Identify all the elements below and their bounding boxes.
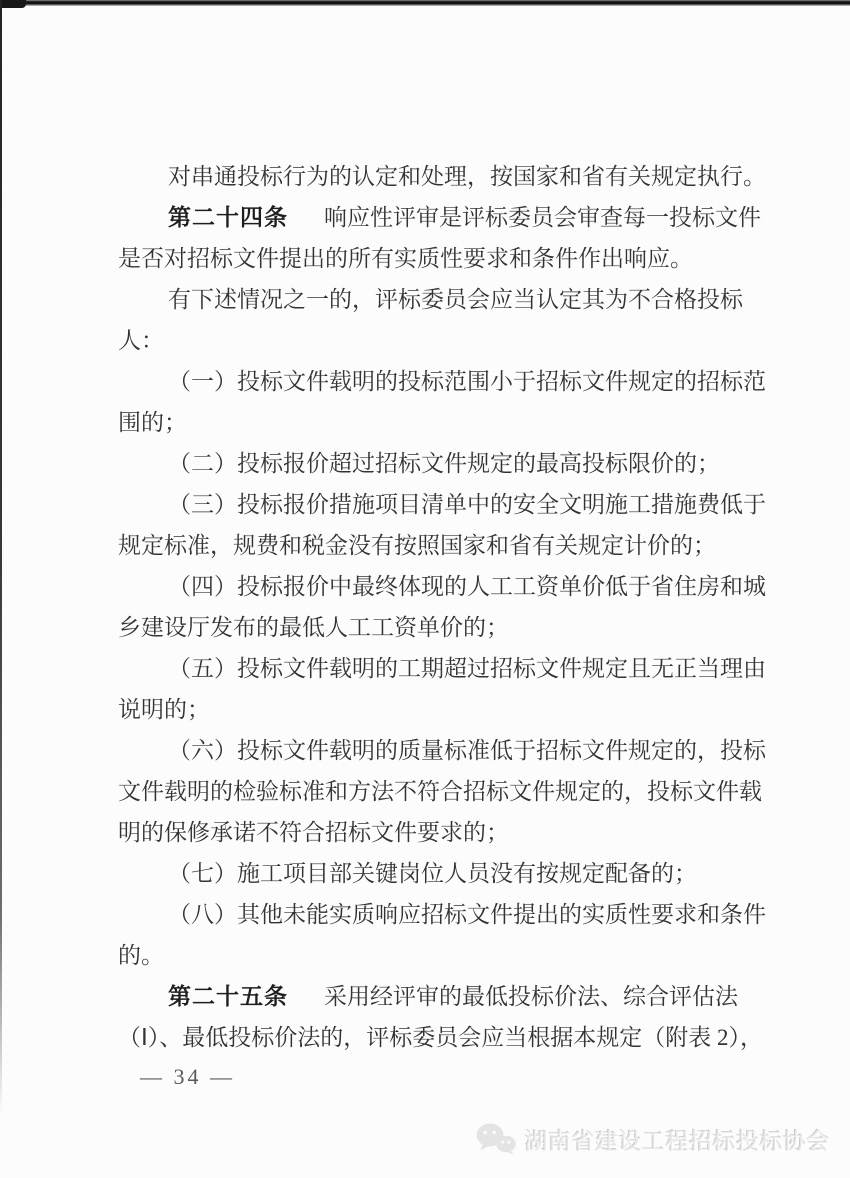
line-text: 是否对招标文件提出的所有实质性要求和条件作出响应。 bbox=[118, 246, 693, 271]
document-line bbox=[118, 812, 798, 853]
document-line bbox=[118, 771, 798, 812]
line-text: （四）投标报价中最终体现的人工工资单价低于省住房和城 bbox=[168, 574, 766, 599]
line-text: （六）投标文件载明的质量标准低于招标文件规定的，投标 bbox=[168, 738, 766, 763]
document-line bbox=[118, 320, 798, 361]
scan-edge-top-corner bbox=[0, 0, 26, 8]
line-text: 采用经评审的最低投标价法、综合评估法 bbox=[301, 984, 738, 1009]
line-text: （三）投标报价措施项目清单中的安全文明施工措施费低于 bbox=[168, 492, 766, 517]
line-text: 明的保修承诺不符合招标文件要求的； bbox=[118, 820, 509, 845]
line-text: 文件载明的检验标准和方法不符合招标文件规定的，投标文件载 bbox=[118, 779, 762, 804]
wechat-icon bbox=[474, 1121, 518, 1157]
line-text: 人： bbox=[118, 328, 164, 353]
line-text: （一）投标文件载明的投标范围小于招标文件规定的招标范 bbox=[168, 369, 766, 394]
document-line bbox=[118, 279, 798, 320]
watermark-text: 湖南省建设工程招标投标协会 bbox=[524, 1127, 830, 1154]
line-text: （七）施工项目部关键岗位人员没有按规定配备的； bbox=[168, 861, 697, 886]
document-body bbox=[118, 156, 798, 1058]
line-text: （二）投标报价超过招标文件规定的最高投标限价的； bbox=[168, 451, 720, 476]
document-line bbox=[118, 484, 798, 525]
line-text: 对串通投标行为的认定和处理，按国家和省有关规定执行。 bbox=[168, 164, 766, 189]
line-text: （八）其他未能实质响应招标文件提出的实质性要求和条件 bbox=[168, 902, 766, 927]
document-line bbox=[118, 525, 798, 566]
document-line bbox=[118, 197, 798, 238]
document-line bbox=[118, 402, 798, 443]
line-text: 乡建设厅发布的最低人工工资单价的； bbox=[118, 615, 509, 640]
line-text: 说明的； bbox=[118, 697, 210, 722]
watermark bbox=[474, 1118, 831, 1160]
line-text: 规定标准，规费和税金没有按照国家和省有关规定计价的； bbox=[118, 533, 716, 558]
scan-edge-left bbox=[0, 0, 2, 1115]
line-text: （五）投标文件载明的工期超过招标文件规定且无正当理由 bbox=[168, 656, 766, 681]
document-line bbox=[118, 689, 798, 730]
document-line bbox=[118, 566, 798, 607]
document-line bbox=[118, 607, 798, 648]
document-line bbox=[118, 361, 798, 402]
document-line bbox=[118, 238, 798, 279]
document-line bbox=[118, 935, 798, 976]
document-line bbox=[118, 853, 798, 894]
line-text: 围的； bbox=[118, 410, 187, 435]
document-line bbox=[118, 1017, 798, 1058]
document-line bbox=[118, 156, 798, 197]
document-line bbox=[118, 894, 798, 935]
scan-edge-top bbox=[0, 0, 850, 6]
article-number: 第二十五条 bbox=[168, 983, 288, 1009]
line-text: 的。 bbox=[118, 943, 164, 968]
document-line bbox=[118, 648, 798, 689]
line-text: （Ⅰ）、最低投标价法的，评标委员会应当根据本规定（附表 2）， bbox=[118, 1025, 764, 1050]
line-text: 响应性评审是评标委员会审查每一投标文件 bbox=[301, 205, 761, 230]
document-line bbox=[118, 730, 798, 771]
document-line bbox=[118, 443, 798, 484]
document-line bbox=[118, 976, 798, 1017]
line-text: 有下述情况之一的，评标委员会应当认定其为不合格投标 bbox=[168, 287, 743, 312]
article-number: 第二十四条 bbox=[168, 204, 288, 230]
page-number: — 34 — bbox=[140, 1064, 235, 1089]
